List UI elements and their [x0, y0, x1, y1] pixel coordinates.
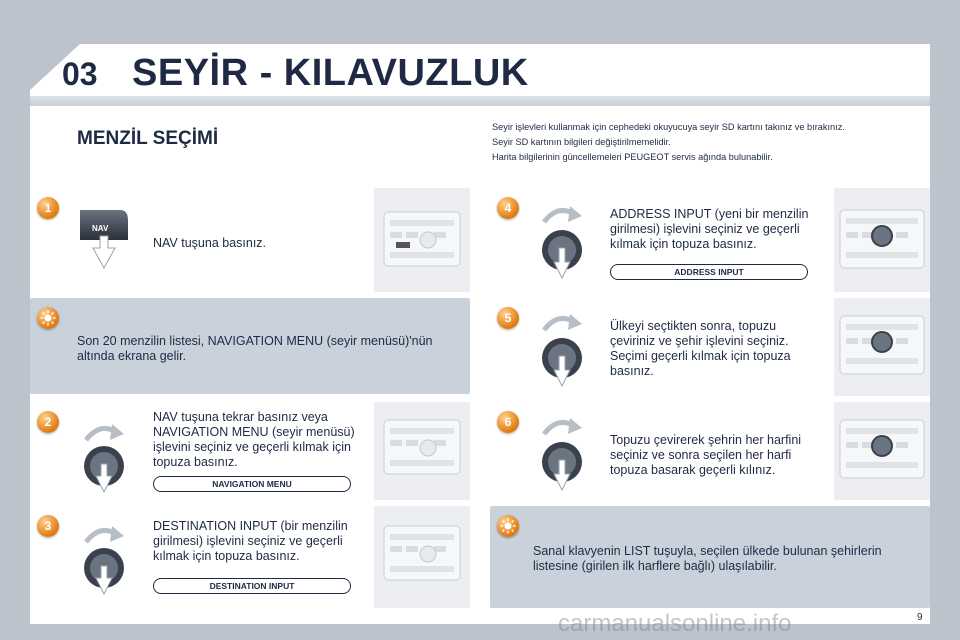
step-4-badge: 4: [497, 197, 519, 219]
rotary-knob-icon: [76, 418, 136, 494]
rotary-knob-icon: [534, 200, 594, 280]
lightbulb-icon: [497, 515, 519, 537]
tip-2-text: Sanal klavyenin LIST tuşuyla, seçilen ülkede bulunan şehirlerin listesine (girilen ilk harflere bağlı) ulaşılabilir.: [533, 544, 882, 573]
step-5-text: Ülkeyi seçtikten sonra, topuzu çeviriniz ve şehir işlevini seçiniz. Seçimi geçerli kılmak için topuza basınız.: [610, 319, 791, 378]
intro-text: [492, 120, 912, 165]
radio-panel-thumbnail: [834, 402, 930, 500]
header-divider: [30, 96, 930, 106]
radio-panel-thumbnail: [374, 188, 470, 292]
rotary-knob-icon: [76, 520, 136, 596]
radio-panel-thumbnail: [834, 298, 930, 396]
nav-button-label: NAV: [92, 224, 109, 233]
radio-panel-thumbnail: [374, 402, 470, 500]
nav-button-icon: [74, 206, 134, 274]
rotary-knob-icon: [534, 308, 594, 388]
step-4-text: ADDRESS INPUT (yeni bir menzilin girilmesi) işlevini seçiniz ve geçerli kılmak için topuza basınız.: [610, 207, 809, 251]
step-3-badge: 3: [37, 515, 59, 537]
watermark: carmanualsonline.info: [558, 610, 792, 637]
step-5-badge: 5: [497, 307, 519, 329]
step-6-text: Topuzu çevirerek şehrin her harfini seçiniz ve sonra seçilen her harfi topuza basarak geçerli kılınız.: [610, 433, 802, 477]
address-input-label: ADDRESS INPUT: [610, 264, 808, 280]
step-1-badge: 1: [37, 197, 59, 219]
page-number: 9: [917, 612, 923, 623]
navigation-menu-label: NAVIGATION MENU: [153, 476, 351, 492]
step-6-badge: 6: [497, 411, 519, 433]
chapter-number: 03: [62, 56, 98, 92]
page-title: SEYİR - KILAVUZLUK: [132, 52, 529, 94]
tip-1-text: Son 20 menzilin listesi, NAVIGATION MENU (seyir menüsü)'nün altında ekrana gelir.: [77, 334, 433, 363]
intro-line: Harita bilgilerinin güncellemeleri PEUGEOT servis ağında bulunabilir.: [492, 152, 773, 162]
intro-line: Seyir SD kartının bilgileri değiştirilmemelidir.: [492, 137, 671, 147]
destination-input-label: DESTINATION INPUT: [153, 578, 351, 594]
step-1-text: NAV tuşuna basınız.: [153, 236, 267, 250]
radio-panel-thumbnail: [374, 506, 470, 608]
rotary-knob-icon: [534, 412, 594, 492]
step-2-text: NAV tuşuna tekrar basınız veya NAVIGATION MENU (seyir menüsü) işlevini seçiniz ve geçerli kılmak için topuza basınız.: [153, 410, 355, 469]
step-3-text: DESTINATION INPUT (bir menzilin girilmesi) işlevini seçiniz ve geçerli kılmak için topuza basınız.: [153, 519, 348, 563]
step-2-badge: 2: [37, 411, 59, 433]
lightbulb-icon: [37, 307, 59, 329]
section-title: MENZİL SEÇİMİ: [77, 128, 219, 149]
radio-panel-thumbnail: [834, 188, 930, 292]
intro-line: Seyir işlevleri kullanmak için cephedeki okuyucuya seyir SD kartını takınız ve bırakınız.: [492, 122, 845, 132]
